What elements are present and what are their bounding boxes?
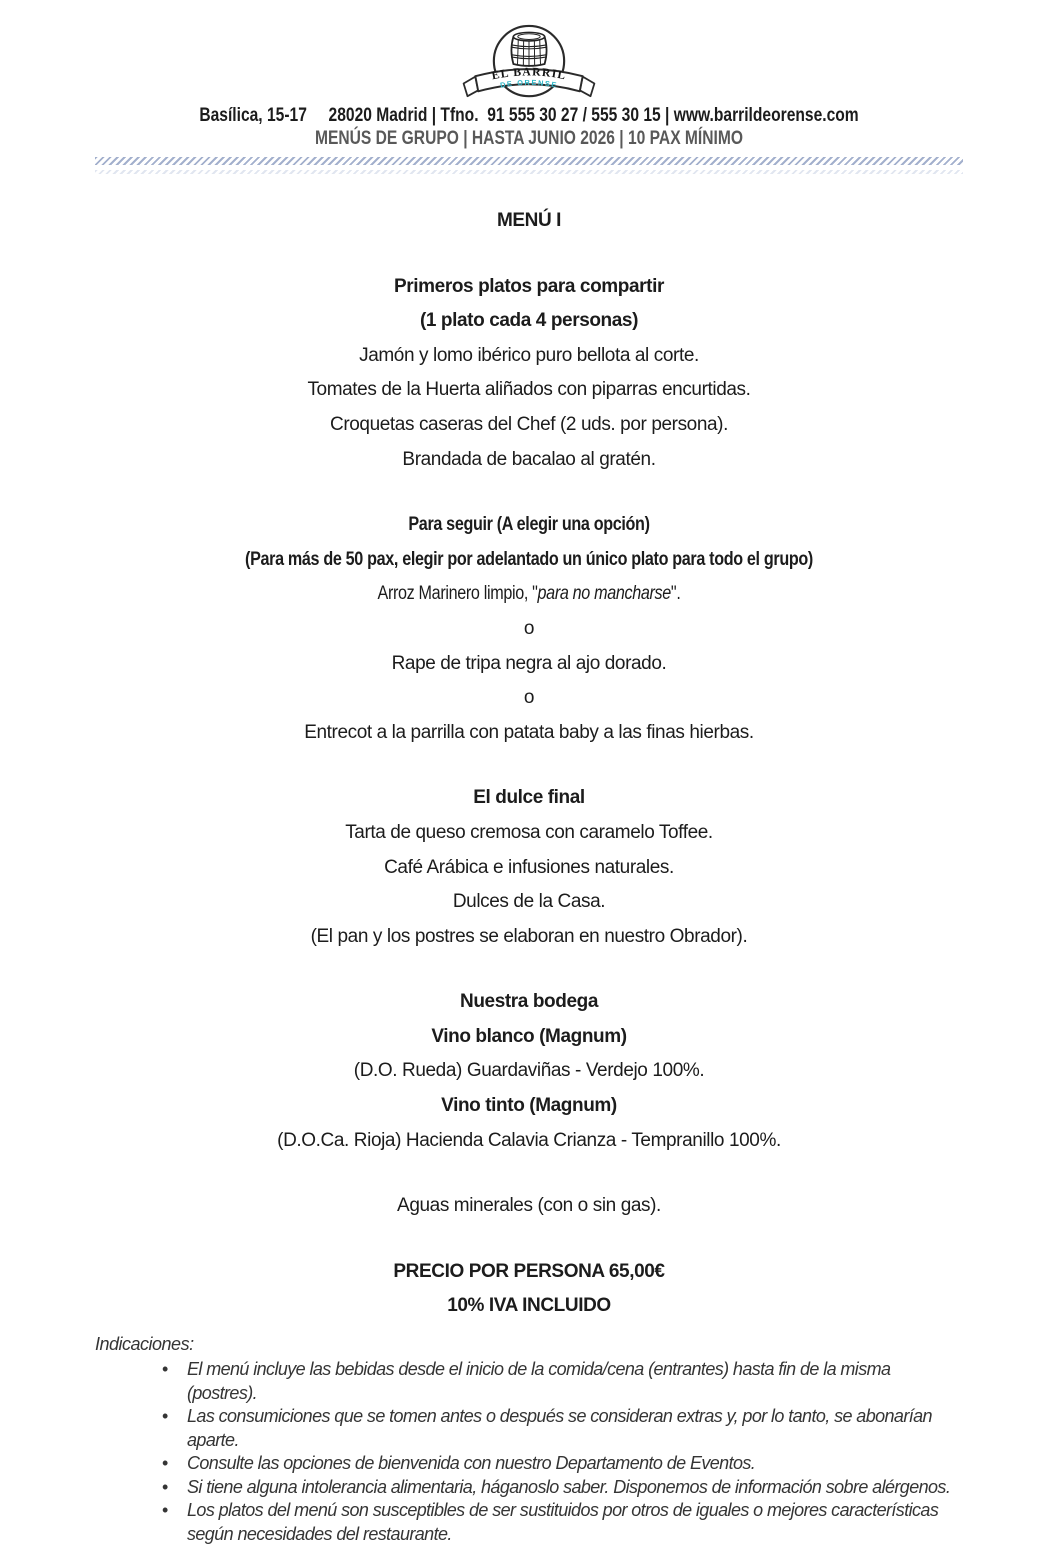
or-separator: o	[523, 617, 535, 639]
starter-item: Tomates de la Huerta aliñados con piparras encurtidas.	[307, 379, 751, 401]
main-option-2: Rape de tripa negra al ajo dorado.	[391, 652, 667, 674]
mains-section	[95, 508, 963, 750]
main-option-1-prefix: Arroz Marinero limpio, "	[377, 583, 538, 605]
starters-section	[95, 270, 963, 478]
note-bullet-item: • Las consumiciones que se tomen antes o después se consideran extras y, por lo tanto, se abonarían aparte.	[160, 1405, 963, 1452]
starters-subheading: (1 plato cada 4 personas)	[419, 310, 639, 332]
note-bullet-item: • Si tiene alguna intolerancia alimentaria, háganoslo saber. Disponemos de información sobre alérgenos.	[160, 1476, 963, 1500]
restaurant-logo	[95, 22, 963, 104]
starters-heading: Primeros platos para compartir	[394, 275, 664, 297]
vat-included: 10% IVA INCLUIDO	[447, 1295, 611, 1317]
notes-list	[95, 1358, 963, 1546]
notes-section	[95, 1333, 963, 1546]
mains-note: (Para más de 50 pax, elegir por adelantado un único plato para todo el grupo)	[245, 548, 813, 570]
dessert-item: (El pan y los postres se elaboran en nuestro Obrador).	[310, 925, 748, 947]
wines-heading: Nuestra bodega	[460, 991, 598, 1013]
main-option-1	[160, 577, 898, 612]
note-bullet-item: • Los platos del menú son susceptibles de ser sustituidos por otros de iguales o mejores características según necesidades del restaurante.	[160, 1499, 963, 1546]
hatched-divider	[95, 157, 963, 165]
dessert-item: Dulces de la Casa.	[452, 891, 606, 913]
price-per-person: PRECIO POR PERSONA 65,00€	[393, 1260, 665, 1282]
menu-body	[95, 204, 963, 1324]
main-option-1-suffix: ".	[670, 583, 681, 605]
water-line: Aguas minerales (con o sin gas).	[397, 1195, 661, 1217]
note-bullet-item: • El menú incluye las bebidas desde el inicio de la comida/cena (entrantes) hasta fin de la misma (postres).	[160, 1358, 963, 1405]
menu-title: MENÚ I	[496, 210, 562, 231]
notes-heading: Indicaciones:	[95, 1334, 194, 1355]
white-wine-label: Vino blanco (Magnum)	[431, 1025, 627, 1047]
desserts-section	[95, 781, 963, 954]
logo-name-top: EL BARRIL	[490, 65, 568, 83]
starter-item: Croquetas caseras del Chef (2 uds. por persona).	[330, 413, 728, 435]
price-section	[95, 1255, 963, 1324]
note-bullet-item: • Consulte las opciones de bienvenida con nuestro Departamento de Eventos.	[160, 1452, 963, 1476]
desserts-heading: El dulce final	[473, 787, 585, 809]
hatched-divider-faint	[95, 170, 963, 174]
starter-item: Jamón y lomo ibérico puro bellota al corte.	[359, 344, 699, 366]
mains-heading: Para seguir (A elegir una opción)	[408, 514, 650, 536]
main-option-1-italic: para no mancharse	[537, 583, 671, 605]
red-wine-label: Vino tinto (Magnum)	[441, 1095, 617, 1117]
logo-name-bottom: DE ORENSE	[499, 77, 559, 90]
wines-section	[95, 985, 963, 1158]
starter-item: Brandada de bacalao al gratén.	[402, 448, 656, 470]
address-line: Basílica, 15-17 28020 Madrid | Tfno. 91 555 30 27 / 555 30 15 | www.barrildeorense.com	[199, 104, 859, 126]
white-wine-name: (D.O. Rueda) Guardaviñas - Verdejo 100%.	[353, 1060, 705, 1082]
or-separator: o	[523, 687, 535, 709]
red-wine-name: (D.O.Ca. Rioja) Hacienda Calavia Crianza - Tempranillo 100%.	[277, 1129, 781, 1151]
menu-header-subtitle: MENÚS DE GRUPO | HASTA JUNIO 2026 | 10 PAX MÍNIMO	[315, 127, 743, 149]
dessert-item: Tarta de queso cremosa con caramelo Toffee.	[345, 821, 713, 843]
barrel-logo-icon	[453, 22, 605, 104]
main-option-3: Entrecot a la parrilla con patata baby a las finas hierbas.	[304, 721, 754, 743]
dessert-item: Café Arábica e infusiones naturales.	[384, 856, 674, 878]
water-section	[95, 1189, 963, 1224]
